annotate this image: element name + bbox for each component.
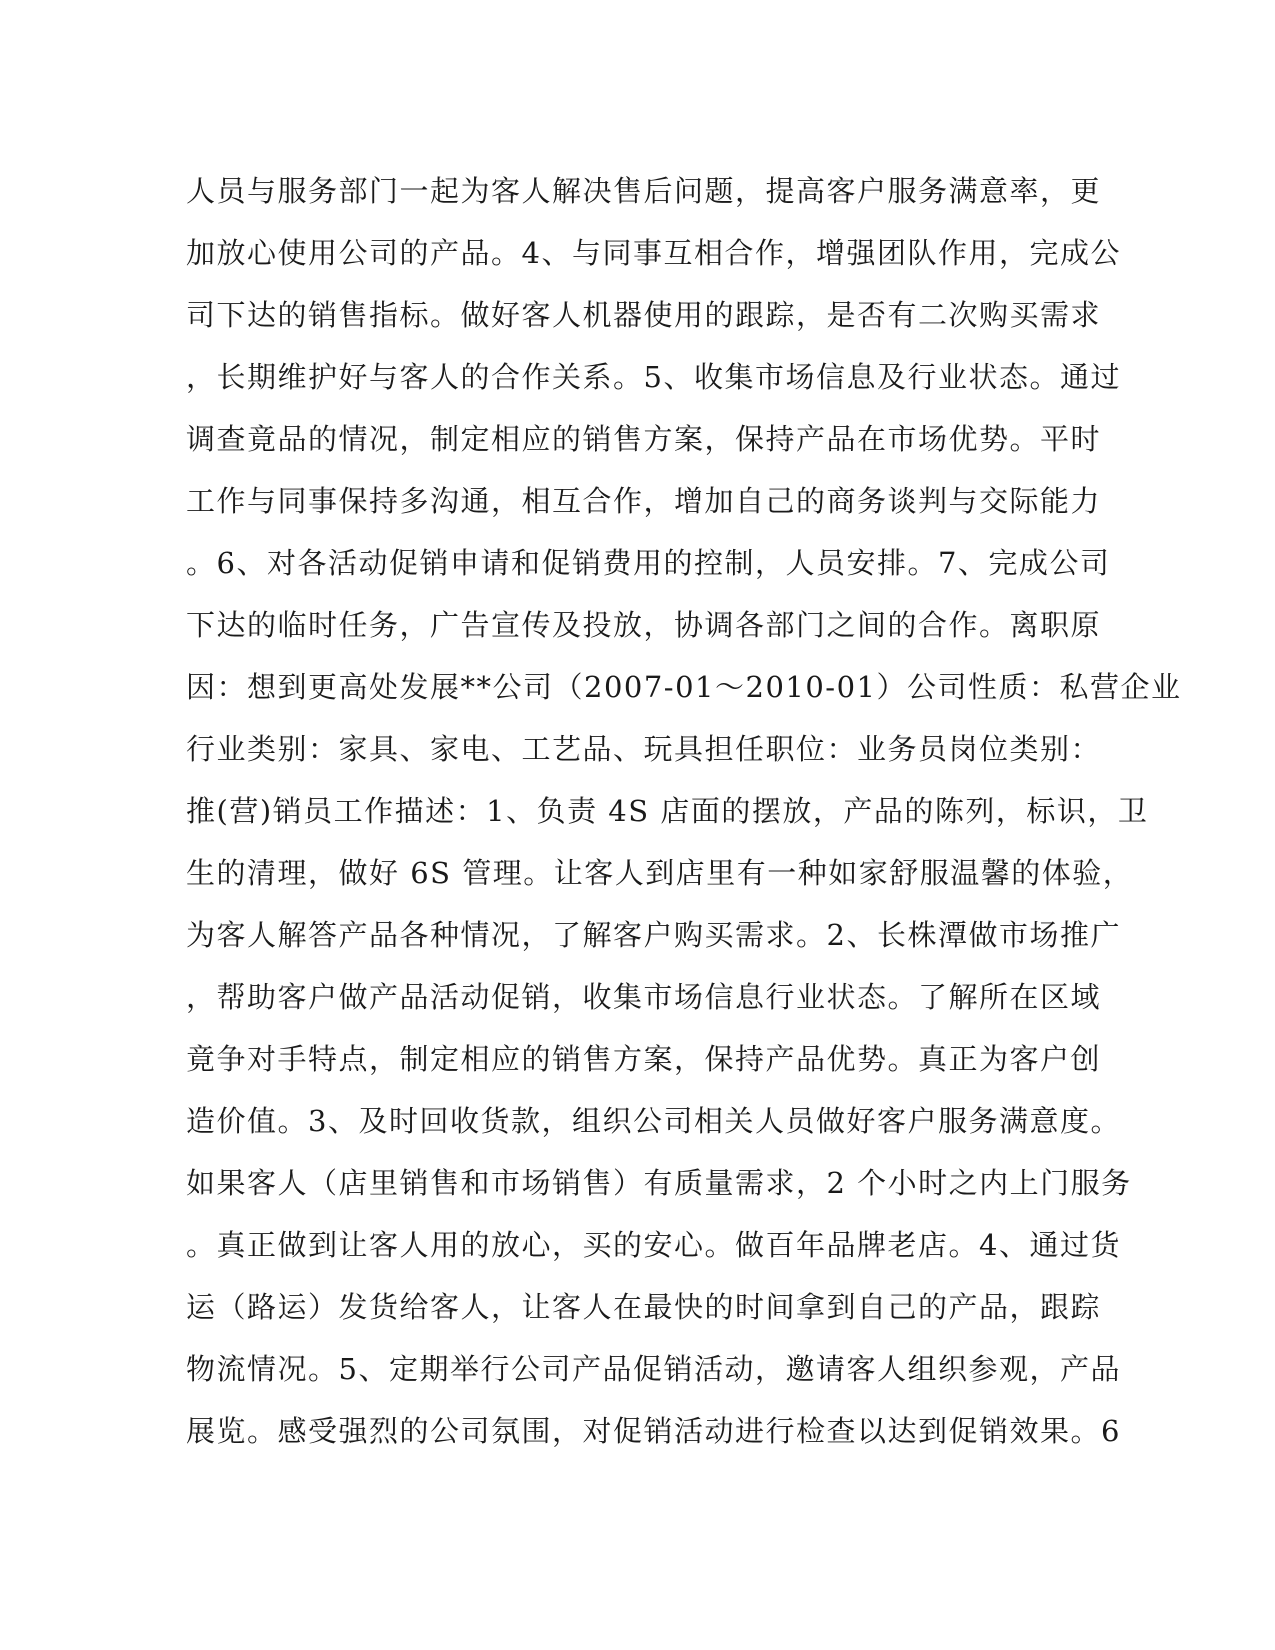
text-line: ，帮助客户做产品活动促销，收集市场信息行业状态。了解所在区域 <box>186 980 1102 1014</box>
text-line: 展览。感受强烈的公司氛围，对促销活动进行检查以达到促销效果。6 <box>186 1414 1121 1448</box>
text-line: 加放心使用公司的产品。4、与同事互相合作，增强团队作用，完成公 <box>186 236 1121 270</box>
text-line: 如果客人（店里销售和市场销售）有质量需求，2 个小时之内上门服务 <box>186 1166 1132 1200</box>
text-line: ，长期维护好与客人的合作关系。5、收集市场信息及行业状态。通过 <box>186 360 1121 394</box>
text-line: 。6、对各活动促销申请和促销费用的控制，人员安排。7、完成公司 <box>186 546 1111 580</box>
text-line: 行业类别：家具、家电、工艺品、玩具担任职位：业务员岗位类别： <box>186 732 1102 766</box>
body-text <box>186 160 1182 1462</box>
text-line: 为客人解答产品各种情况，了解客户购买需求。2、长株潭做市场推广 <box>186 918 1121 952</box>
text-line: 下达的临时任务，广告宣传及投放，协调各部门之间的合作。离职原 <box>186 608 1102 642</box>
text-line: 生的清理，做好 6S 管理。让客人到店里有一种如家舒服温馨的体验， <box>186 856 1134 890</box>
text-line: 调查竟品的情况，制定相应的销售方案，保持产品在市场优势。平时 <box>186 422 1102 456</box>
text-line: 人员与服务部门一起为客人解决售后问题，提高客户服务满意率，更 <box>186 174 1102 208</box>
text-line: 竟争对手特点，制定相应的销售方案，保持产品优势。真正为客户创 <box>186 1042 1102 1076</box>
text-line: 因：想到更高处发展**公司（2007-01～2010-01）公司性质：私营企业 <box>186 670 1182 704</box>
text-line: 推(营)销员工作描述：1、负责 4S 店面的摆放，产品的陈列，标识，卫 <box>186 794 1149 828</box>
text-line: 。真正做到让客人用的放心，买的安心。做百年品牌老店。4、通过货 <box>186 1228 1121 1262</box>
text-line: 运（路运）发货给客人，让客人在最快的时间拿到自己的产品，跟踪 <box>186 1290 1102 1324</box>
text-line: 工作与同事保持多沟通，相互合作，增加自己的商务谈判与交际能力 <box>186 484 1102 518</box>
text-line: 司下达的销售指标。做好客人机器使用的跟踪，是否有二次购买需求 <box>186 298 1102 332</box>
text-line: 造价值。3、及时回收货款，组织公司相关人员做好客户服务满意度。 <box>186 1104 1121 1138</box>
text-line: 物流情况。5、定期举行公司产品促销活动，邀请客人组织参观，产品 <box>186 1352 1121 1386</box>
